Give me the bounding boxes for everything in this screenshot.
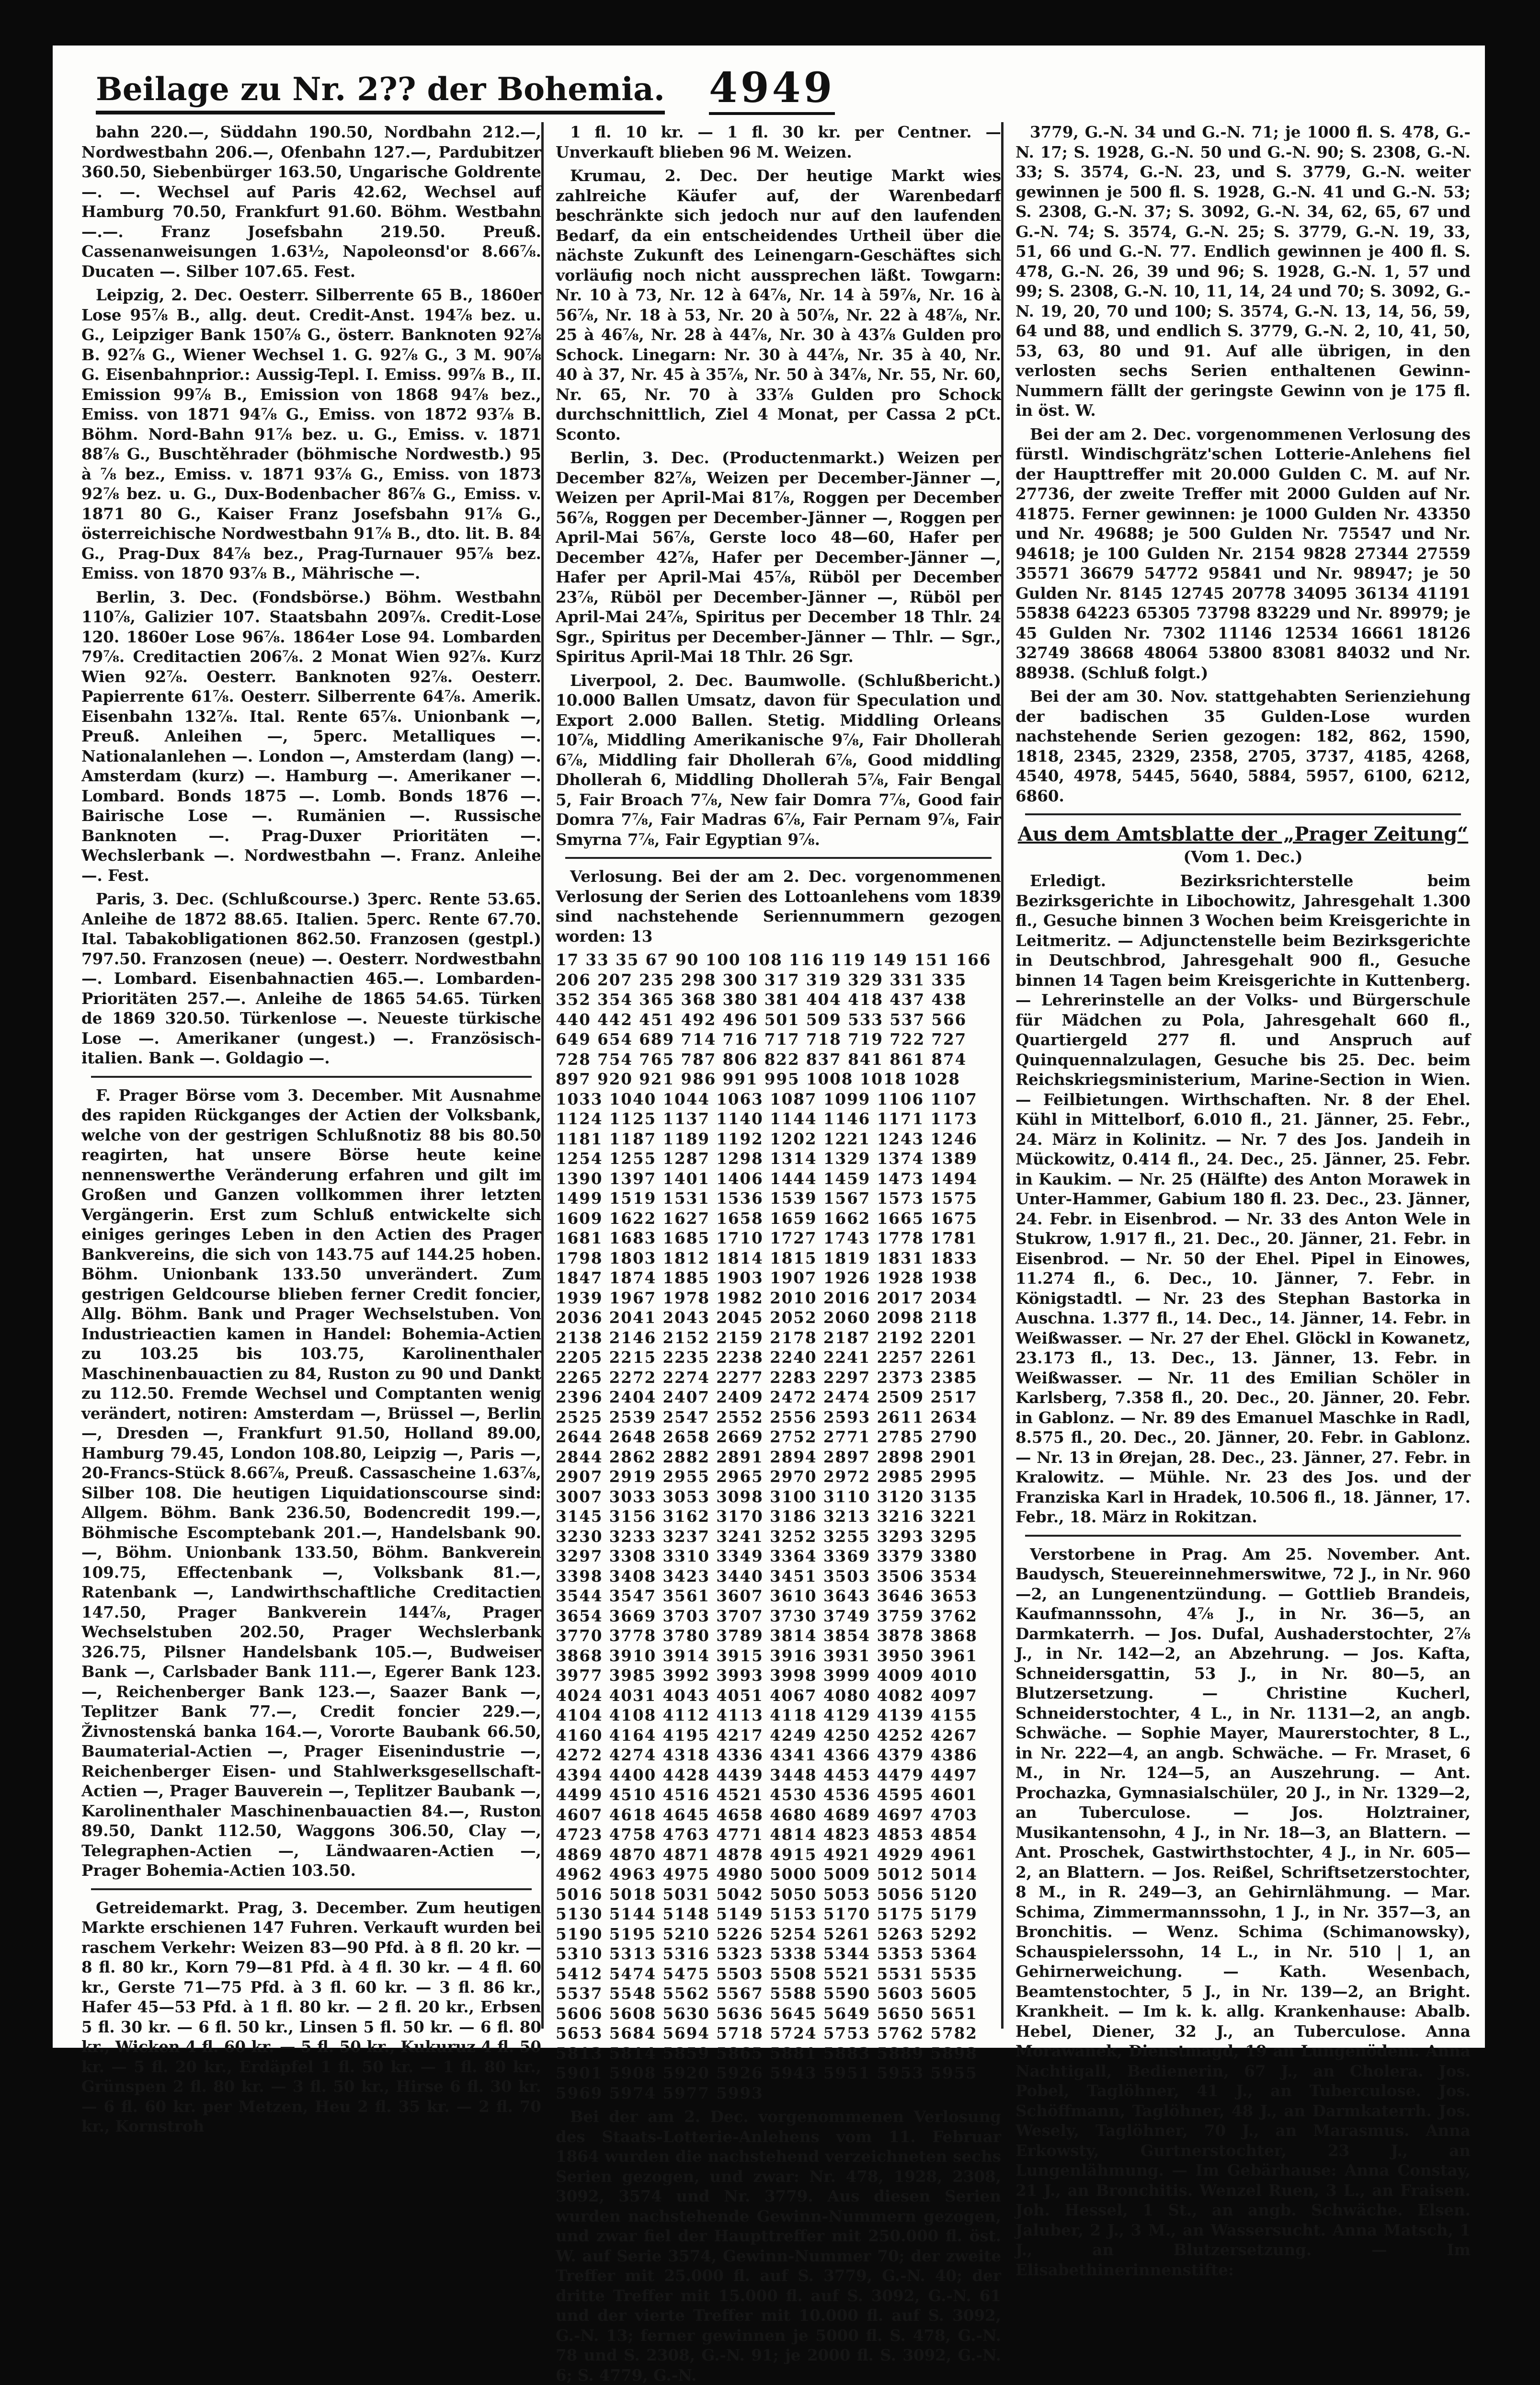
section-subheading: (Vom 1. Dec.)	[1183, 847, 1303, 866]
section-divider	[1025, 1535, 1461, 1537]
column-left	[81, 122, 541, 2135]
article-paragraph: Bei der am 2. Dec. vorgenommenen Verlosung des fürstl. Windischgrätz'schen Lotterie-Anlehens fiel der Haupttreffer mit 20.000 Gulden C. M. auf Nr. 27736, der zweite Treffer mit 2000 Gulden auf Nr. 41875. Ferner gewinnen: je 1000 Gulden Nr. 43350 und Nr. 49688; je 500 Gulden Nr. 75547 und Nr. 94618; je 100 Gulden Nr. 2154 9828 27344 27559 35571 36679 54772 95841 und Nr. 98947; je 50 Gulden Nr. 8145 12745 20778 34095 36134 41191 55838 64223 65305 73798 83229 und Nr. 89979; je 45 Gulden Nr. 7302 11146 12534 16661 18126 32749 38668 48064 53800 83081 84032 und Nr. 88938. (Schluß folgt.)	[1015, 424, 1471, 682]
page-header	[53, 46, 1485, 127]
article-paragraph: Bei der am 2. Dec. vorgenommenen Verlosung des Staats-Lotterie-Anlehens vom 11. Februar 1864 wurden die nachstehend verzeichneten sechs Serien gezogen, und zwar: Nr. 478, 1928, 2308, 3092, 3574 und Nr. 3779. Aus diesen Serien wurden nachstehende Gewinn-Nummern gezogen, und zwar fiel der Haupttreffer mit 250.000 fl. öst. W. auf Serie 3574, Gewinn-Nummer 70; der zweite Treffer mit 25.000 fl. auf S. 3779, G.-N. 40; der dritte Treffer mit 15.000 fl. auf S. 3092, G.-N. 61 und der vierte Treffer mit 10.000 fl. auf S. 3092, G.-N. 13; ferner gewinnen je 5000 fl. S. 478, G.-N. 78 und S. 2308, G.-N. 91; je 2000 fl. S. 3092, G.-N. 6; S. 4779, G.-N.	[556, 2107, 1001, 2385]
article-paragraph: Verlosung. Bei der am 2. Dec. vorgenommenen Verlosung der Serien des Lottoanlehens vom 1839 sind nachstehende Seriennummern gezogen worden: 13	[556, 867, 1001, 946]
article-paragraph: F. Prager Börse vom 3. December. Mit Ausnahme des rapiden Rückganges der Actien der Volksbank, welche von der gestrigen Schlußnotiz 88 bis 80.50 reagirten, hat unsere Börse heute keine nennenswerthe Veränderung erfahren und gilt im Großen und Ganzen vollkommen ihrer letzten Vergängerin. Erst zum Schluß entwickelte sich einiges geringes Leben in den Actien des Prager Bankvereins, die sich von 143.75 auf 144.25 hoben. Böhm. Unionbank 133.50 unverändert. Zum gestrigen Geldcourse blieben ferner Credit foncier, Allg. Böhm. Bank und Prager Wechselstuben. Von Industrieactien kamen in Handel: Bohemia-Actien zu 103.25 bis 103.75, Karolinenthaler Maschinenbauactien zu 84, Ruston zu 90 und Dankt zu 112.50. Fremde Wechsel und Comptanten wenig verändert, notiren: Amsterdam —, Brüssel —, Berlin —, Dresden —, Frankfurt 91.50, Holland 89.00, Hamburg 79.45, London 108.80, Leipzig —, Paris —, 20-Francs-Stück 8.66⅞, Preuß. Cassascheine 1.63⅞, Silber 108. Die heutigen Liquidationscourse sind: Allgem. Böhm. Bank 236.50, Bodencredit 199.—, Böhmische Escomptebank 201.—, Handelsbank 90.—, Böhm. Unionbank 133.50, Böhm. Bankverein 109.75, Effectenbank —, Volksbank 81.—, Ratenbank —, Landwirthschaftliche Creditactien 147.50, Prager Bankverein 144⅞, Prager Wechselstuben 202.50, Prager Wechslerbank 326.75, Pilsner Handelsbank 105.—, Budweiser Bank —, Carlsbader Bank 111.—, Egerer Bank 123.—, Reichenberger Bank 123.—, Saazer Bank —, Teplitzer Bank 77.—, Credit foncier 229.—, Živnostenská banka 164.—, Vororte Baubank 66.50, Baumaterial-Actien —, Prager Eisenindustrie —, Reichenberger Eisen- und Stahlwerksgesellschaft-Actien —, Prager Bauverein —, Teplitzer Baubank —, Karolinenthaler Maschinenbauactien 84.—, Ruston 89.50, Dankt 112.50, Waggons 306.50, Clay —, Telegraphen-Actien —, Ländwaaren-Actien —, Prager Bohemia-Actien 103.50.	[81, 1085, 541, 1880]
article-paragraph: Liverpool, 2. Dec. Baumwolle. (Schlußbericht.) 10.000 Ballen Umsatz, davon für Speculation und Export 2.000 Ballen. Stetig. Middling Orleans 10⅞, Middling Amerikanische 9⅞, Fair Dhollerah 6⅞, Middling fair Dhollerah 6⅞, Good middling Dhollerah 6, Middling Dhollerah 5⅞, Fair Bengal 5, Fair Broach 7⅞, New fair Domra 7⅞, Good fair Domra 7⅞, Fair Madras 6⅞, Fair Pernam 9⅞, Fair Smyrna 7⅞, Fair Egyptian 9⅞.	[556, 671, 1001, 849]
supplement-title: Beilage zu Nr. 2?? der Bohemia.	[96, 70, 665, 114]
article-paragraph: Leipzig, 2. Dec. Oesterr. Silberrente 65 B., 1860er Lose 95⅞ B., allg. deut. Credit-Anst. 194⅞ bez. u. G., Leipziger Bank 150⅞ G., österr. Banknoten 92⅞ B. 92⅞ G., Wiener Wechsel 1. G. 92⅞ G., 3 M. 90⅞ G. Eisenbahnprior.: Aussig-Tepl. I. Emiss. 99⅞ B., II. Emission 99⅞ B., Emission von 1868 94⅞ bez., Emiss. von 1871 94⅞ G., Emiss. von 1872 93⅞ B. Böhm. Nord-Bahn 91⅞ bez. u. G., Emiss. v. 1871 88⅞ G., Buschtěhrader (böhmische Nordwestb.) 95 à ⅞ bez., Emiss. v. 1871 93⅞ G., Emiss. von 1873 92⅞ bez. u. G., Dux-Bodenbacher 86⅞ G., Emiss. v. 1871 80 G., Kaiser Franz Josefsbahn 91⅞ G., österreichische Nordwestbahn 91⅞ B., dto. lit. B. 84 G., Prag-Dux 84⅞ bez., Prag-Turnauer 95⅞ bez. Emiss. von 1870 93⅞ B., Mährische —.	[81, 285, 541, 582]
article-paragraph: Verstorbene in Prag. Am 25. November. Ant. Baudysch, Steuereinnehmerswitwe, 72 J., in Nr. 960—2, an Lungenentzündung. — Gottlieb Brandeis, Kaufmannssohn, 4⅞ J., in Nr. 36—5, an Darmkaterrh. — Jos. Dufal, Aushaderstochter, 2⅞ J., in Nr. 142—2, an Abzehrung. — Jos. Kafta, Schneidersgattin, 53 J., in Nr. 80—5, an Blutzersetzung. — Christine Kucherl, Schneiderstochter, 4 L., in Nr. 1131—2, an angb. Schwäche. — Sophie Mayer, Maurerstochter, 8 L., in Nr. 222—4, an angb. Schwäche. — Fr. Mraset, 6 M., in Nr. 124—5, an Auszehrung. — Ant. Prochazka, Gymnasialschüler, 20 J., in Nr. 1329—2, an Tuberculose. — Jos. Holztrainer, Musikantensohn, 4 J., in Nr. 18—3, an Blattern. — Ant. Proschek, Gastwirthstochter, 4 J., in Nr. 605—2, an Blattern. — Jos. Reißel, Schriftsetzerstochter, 8 M., in R. 249—3, an Gehirnlähmung. — Mar. Schima, Zimmermannssohn, 1 J., in Nr. 357—3, an Bronchitis. — Wenz. Schima (Schimanowsky), Schauspielerssohn, 14 L., in Nr. 510 | 1, an Gehirnerweichung. — Kath. Wesenbach, Beamtenstochter, 5 J., in Nr. 139—2, an Bright. Krankheit. — Im k. k. allg. Krankenhause: Abalb. Hebel, Diener, 32 J., an Tuberculose. Anna Morawanek, Dienstmagd, 19 an Lungenödem. Anna Nachtigall, Bedienerin, 67 J., an Cholera. Jos. Pobel, Taglöhner, 41 J., an Tuberculose. Jos. Schöffmann, Taglöhner, 48 J., an Darmkaterrh. Jos. Wesely, Taglöhner, 70 J., an Marasmus. Anna Erkowsty, Gurtnerstochter, 23 J., an Lungenlähmung. — Im Gebärhause: Anna Constay, 21 J., an Bronchitis. Wenzel Ruen, 3 L., an Fraisen. Joh. Hessel, 1 St., an angb. Schwäche. Elsen. Jaluber, 2 J., 3 M., an Wassersucht. Anna Matsch, 1 J., an Blutzersetzung. — Im Elisabethinerinnenstifte:	[1015, 1544, 1471, 2279]
section-divider	[565, 857, 992, 859]
page-number: 4949	[709, 64, 835, 115]
article-paragraph: 1 fl. 10 kr. — 1 fl. 30 kr. per Centner. — Unverkauft blieben 96 M. Weizen.	[556, 123, 1001, 161]
section-divider	[91, 1076, 532, 1078]
section-divider	[91, 1888, 532, 1890]
article-paragraph: bahn 220.—, Süddahn 190.50, Nordbahn 212.—, Nordwestbahn 206.—, Ofenbahn 127.—, Pardubitzer 360.50, Siebenbürger 163.50, Ungarische Goldrente —. —. Wechsel auf Paris 42.62, Wechsel auf Hamburg 70.50, Frankfurt 91.60. Böhm. Westbahn —.—. Franz Josefsbahn 219.50. Preuß. Cassenanweisungen 1.63½, Napoleonsd'or 8.66⅞. Ducaten —. Silber 107.65. Fest.	[81, 123, 541, 281]
article-paragraph: Krumau, 2. Dec. Der heutige Markt wies zahlreiche Käufer auf, der Warenbedarf beschränkte sich jedoch nur auf den laufenden Bedarf, da ein entscheidendes Urtheil über die nächste Zukunft des Leinengarn-Geschäftes sich vorläufig noch nicht aussprechen läßt. Towgarn: Nr. 10 à 73, Nr. 12 à 64⅞, Nr. 14 à 59⅞, Nr. 16 à 56⅞, Nr. 18 à 53, Nr. 20 à 50⅞, Nr. 22 à 48⅞, Nr. 25 à 46⅞, Nr. 28 à 44⅞, Nr. 30 à 43⅞ Gulden pro Schock. Linegarn: Nr. 30 à 44⅞, Nr. 35 à 40, Nr. 40 à 37, Nr. 45 à 35⅞, Nr. 50 à 34⅞, Nr. 55, Nr. 60, Nr. 65, Nr. 70 à 33⅞ Gulden pro Schock durchschnittlich, Ziel 4 Monat, per Cassa 2 pCt. Sconto.	[556, 166, 1001, 444]
article-paragraph: Bei der am 30. Nov. stattgehabten Serienziehung der badischen 35 Gulden-Lose wurden nachstehende Serien gezogen: 182, 862, 1590, 1818, 2345, 2329, 2358, 2705, 3737, 4185, 4268, 4540, 4978, 5445, 5640, 5884, 5957, 6100, 6212, 6860.	[1015, 687, 1471, 805]
column-right	[1001, 122, 1471, 2279]
article-paragraph: 3779, G.-N. 34 und G.-N. 71; je 1000 fl. S. 478, G.-N. 17; S. 1928, G.-N. 50 und G.-N. 90; S. 2308, G.-N. 33; S. 3574, G.-N. 23, und S. 3779, G.-N. weiter gewinnen je 500 fl. S. 1928, G.-N. 41 und G.-N. 53; S. 2308, G.-N. 37; S. 3092, G.-N. 34, 62, 65, 67 und G.-N. 74; S. 3574, G.-N. 25; S. 3779, G.-N. 19, 33, 51, 66 und G.-N. 77. Endlich gewinnen je 400 fl. S. 478, G.-N. 26, 39 und 96; S. 1928, G.-N. 1, 57 und 99; S. 2308, G.-N. 10, 11, 14, 24 und 70; S. 3092, G.-N. 19, 20, 70 und 100; S. 3574, G.-N. 13, 14, 56, 59, 64 und 88, und endlich S. 3779, G.-N. 2, 10, 41, 50, 53, 63, 80 und 91. Auf alle übrigen, in den verlosten sechs Serien enthaltenen Gewinn-Nummern fällt der geringste Gewinn von je 175 fl. in öst. W.	[1015, 123, 1471, 420]
column-middle	[541, 122, 1001, 2385]
article-paragraph: Berlin, 3. Dec. (Fondsbörse.) Böhm. Westbahn 110⅞, Galizier 107. Staatsbahn 209⅞. Credit-Lose 120. 1860er Lose 96⅞. 1864er Lose 94. Lombarden 79⅞. Creditactien 206⅞. 2 Monat Wien 92⅞. Kurz Wien 92⅞. Oesterr. Banknoten 92⅞. Oesterr. Papierrente 61⅞. Oesterr. Silberrente 64⅞. Amerik. Eisenbahn 132⅞. Ital. Rente 65⅞. Unionbank —, Preuß. Anleihen —, 5perc. Metalliques —. Nationalanlehen —. London —, Amsterdam (lang) —. Amsterdam (kurz) —. Hamburg —. Amerikaner —. Lombard. Bonds 1875 —. Lomb. Bonds 1876 —. Bairische Lose —. Rumänien —. Russische Banknoten —. Prag-Duxer Prioritäten —. Wechslerbank —. Nordwestbahn —. Franz. Anleihe —. Fest.	[81, 587, 541, 885]
newspaper-page	[53, 46, 1485, 2385]
section-heading: Aus dem Amtsblatte der „Prager Zeitung“	[1017, 823, 1469, 845]
article-paragraph: Paris, 3. Dec. (Schlußcourse.) 3perc. Rente 53.65. Anleihe de 1872 88.65. Italien. 5perc. Rente 67.70. Ital. Tabakobligationen 862.50. Franzosen (gestpl.) 797.50. Franzosen (neue) —. Oesterr. Nordwestbahn —. Lombard. Eisenbahnactien 465.—. Lombarden-Prioritäten 257.—. Anleihe de 1865 54.65. Türken de 1869 320.50. Türkenlose —. Neueste türkische Lose —. Amerikaner (ungest.) —. Französisch-italien. Bank —. Goldagio —.	[81, 890, 541, 1067]
article-paragraph: Berlin, 3. Dec. (Productenmarkt.) Weizen per December 82⅞, Weizen per December-Jänner —, Weizen per April-Mai 81⅞, Roggen per December 56⅞, Roggen per December-Jänner —, Roggen per April-Mai 56⅞, Gerste loco 48—60, Hafer per December 42⅞, Hafer per December-Jänner —, Hafer per April-Mai 45⅞, Rüböl per December 23⅞, Rüböl per December-Jänner —, Rüböl per April-Mai 24⅞, Spiritus per December 18 Thlr. 24 Sgr., Spiritus per December-Jänner — Thlr. — Sgr., Spiritus April-Mai 18 Thlr. 26 Sgr.	[556, 448, 1001, 666]
section-divider	[1025, 813, 1461, 815]
article-paragraph: Erledigt. Bezirksrichterstelle beim Bezirksgerichte in Libochowitz, Jahresgehalt 1.300 fl., Gesuche binnen 3 Wochen beim Kreisgerichte in Leitmeritz. — Adjunctenstelle beim Bezirksgerichte in Deutschbrod, Jahresgehalt 900 fl., Gesuche binnen 14 Tagen beim Kreisgerichte in Kuttenberg. — Lehrerinstelle an der Volks- und Bürgerschule für Mädchen zu Pola, Jahresgehalt 660 fl., Quartiergeld 277 fl. und Anspruch auf Quinquennalzulagen, Gesuche bis 25. Dec. beim Reichskriegsministerium, Marine-Section in Wien. — Feilbietungen. Wirthschaften. Nr. 8 der Ehel. Kühl in Mittelborf, 6.010 fl., 21. Jänner, 25. Febr., 24. März in Kolinitz. — Nr. 7 des Jos. Jandeih in Mückowitz, 0.414 fl., 24. Dec., 25. Jänner, 25. Febr. in Kaukim. — Nr. 25 (Hälfte) des Anton Morawek in Unter-Hammer, Gabium 180 fl. 23. Dec., 23. Jänner, 24. Febr. in Eisenbrod. — Nr. 33 des Anton Wele in Stukrow, 1.917 fl., 21. Dec., 20. Jänner, 21. Febr. in Eisenbrod. — Nr. 50 der Ehel. Pipel in Einowes, 11.274 fl., 6. Dec., 10. Jänner, 7. Febr. in Königstadtl. — Nr. 23 des Stephan Bastorka in Auschna. 1.377 fl., 14. Dec., 14. Jänner, 14. Febr. in Weißwasser. — Nr. 27 der Ehel. Glöckl in Kowanetz, 23.173 fl., 13. Dec., 13. Jänner, 13. Febr. in Weißwasser. — Nr. 11 des Emilian Schöler in Karlsberg, 7.358 fl., 20. Dec., 20. Jänner, 20. Febr. in Gablonz. — Nr. 89 des Emanuel Maschke in Radl, 8.575 fl., 20. Dec., 20. Jänner, 20. Febr. in Gablonz. — Nr. 13 in Ørejan, 28. Dec., 23. Jänner, 27. Febr. in Kralowitz. — Mühle. Nr. 23 des Jos. und der Franziska Karl in Hradek, 10.506 fl., 18. Jänner, 17. Febr., 18. März in Rokitzan.	[1015, 871, 1471, 1526]
article-paragraph: Getreidemarkt. Prag, 3. December. Zum heutigen Markte erschienen 147 Fuhren. Verkauft wurden bei raschem Verkehr: Weizen 83—90 Pfd. à 8 fl. 20 kr. — 8 fl. 80 kr., Korn 79—81 Pfd. à 4 fl. 30 kr. — 4 fl. 60 kr., Gerste 71—75 Pfd. à 3 fl. 60 kr. — 3 fl. 86 kr., Hafer 45—53 Pfd. à 1 fl. 80 kr. — 2 fl. 20 kr., Erbsen 5 fl. 30 kr. — 6 fl. 50 kr., Linsen 5 fl. 50 kr. — 6 fl. 80 kr., Wicken 4 fl. 60 kr. — 5 fl. 50 kr., Kukuruz 4 fl. 50 kr. — 5 fl. 20 kr., Erdäpfel 1 fl. 50 kr. — 1 fl. 80 kr., Grünspen 2 fl. 80 kr. — 3 fl. 50 kr., Hirse 6 fl. 30 kr. — 6 fl. 60 kr. per Metzen, Heu 2 fl. 35 kr. — 2 fl. 70 kr., Kornstroh	[81, 1898, 541, 2135]
number-list: 17 33 35 67 90 100 108 116 119 149 151 166 206 207 235 298 300 317 319 329 331 335 352 354 365 368 380 381 404 418 437 438 440 442 451 492 496 501 509 533 537 566 649 654 689 714 716 717 718 719 722 727 728 754 765 787 806 822 837 841 861 874 897 920 921 986 991 995 1008 1018 1028 1033 1040 1044 1063 1087 1099 1106 1107 1124 1125 1137 1140 1144 1146 1171 1173 1181 1187 1189 1192 1202 1221 1243 1246 1254 1255 1287 1298 1314 1329 1374 1389 1390 1397 1401 1406 1444 1459 1473 1494 1499 1519 1531 1536 1539 1567 1573 1575 1609 1622 1627 1658 1659 1662 1665 1675 1681 1683 1685 1710 1727 1743 1778 1781 1798 1803 1812 1814 1815 1819 1831 1833 1847 1874 1885 1903 1907 1926 1928 1938 1939 1967 1978 1982 2010 2016 2017 2034 2036 2041 2043 2045 2052 2060 2098 2118 2138 2146 2152 2159 2178 2187 2192 2201 2205 2215 2235 2238 2240 2241 2257 2261 2265 2272 2274 2277 2283 2297 2373 2385 2396 2404 2407 2409 2472 2474 2509 2517 2525 2539 2547 2552 2556 2593 2611 2634 2644 2648 2658 2669 2752 2771 2785 2790 2844 2862 2882 2891 2894 2897 2898 2901 2907 2919 2955 2965 2970 2972 2985 2995 3007 3033 3053 3098 3100 3110 3120 3135 3145 3156 3162 3170 3186 3213 3216 3221 3230 3233 3237 3241 3252 3255 3293 3295 3297 3308 3310 3349 3364 3369 3379 3380 3398 3408 3423 3440 3451 3503 3506 3534 3544 3547 3561 3607 3610 3643 3646 3653 3654 3669 3703 3707 3730 3749 3759 3762 3770 3778 3780 3789 3814 3854 3878 3868 3868 3910 3914 3915 3916 3931 3950 3961 3977 3985 3992 3993 3998 3999 4009 4010 4024 4031 4043 4051 4067 4080 4082 4097 4104 4108 4112 4113 4118 4129 4139 4155 4160 4164 4195 4217 4249 4250 4252 4267 4272 4274 4318 4336 4341 4366 4379 4386 4394 4400 4428 4439 3448 4453 4479 4497 4499 4510 4516 4521 4530 4536 4595 4601 4607 4618 4645 4658 4680 4689 4697 4703 4723 4758 4763 4771 4814 4823 4853 4854 4869 4870 4871 4878 4915 4921 4929 4961 4962 4963 4975 4980 5000 5009 5012 5014 5016 5018 5031 5042 5050 5053 5056 5120 5130 5144 5148 5149 5153 5170 5175 5179 5190 5195 5210 5226 5254 5261 5263 5292 5310 5313 5316 5323 5338 5344 5353 5364 5412 5474 5475 5503 5508 5521 5531 5535 5537 5548 5562 5567 5588 5590 5603 5605 5606 5608 5630 5636 5645 5649 5650 5651 5653 5684 5694 5718 5724 5753 5762 5782 5813 5814 5859 5865 5881 5883 5889 5898 5901 5908 5920 5926 5943 5951 5953 5955 5969 5974 5977 5993	[556, 950, 992, 2102]
